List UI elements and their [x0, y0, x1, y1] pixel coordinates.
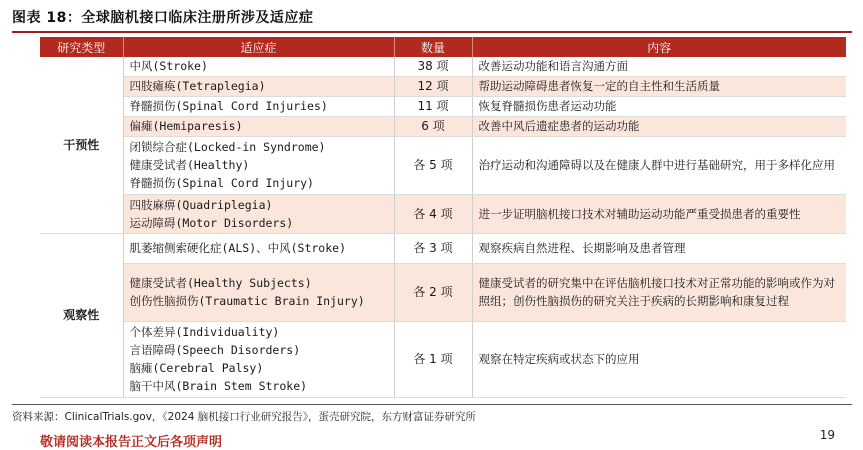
table-row [40, 263, 846, 321]
content-cell: 改善中风后遗症患者的运动功能 [472, 116, 846, 136]
indication-cell: 闭锁综合症(Locked-in Syndrome) 健康受试者(Healthy) 脊髓损伤(Spinal Cord Injury) [123, 136, 394, 194]
count-cell: 各 1 项 [394, 321, 472, 397]
category-intervention: 干预性 [40, 57, 123, 233]
header-indication: 适应症 [123, 37, 394, 57]
count-cell: 各 3 项 [394, 233, 472, 263]
content-cell: 治疗运动和沟通障碍以及在健康人群中进行基础研究，用于多样化应用 [472, 136, 846, 194]
table-row [40, 233, 846, 263]
indications-table [40, 37, 846, 398]
indication-cell: 脊髓损伤(Spinal Cord Injuries) [123, 96, 394, 116]
table-row [40, 136, 846, 194]
count-cell: 各 2 项 [394, 263, 472, 321]
content-cell: 进一步证明脑机接口技术对辅助运动功能严重受损患者的重要性 [472, 194, 846, 233]
header-study-type: 研究类型 [40, 37, 123, 57]
table-row [40, 321, 846, 397]
header-content: 内容 [472, 37, 846, 57]
table-row [40, 76, 846, 96]
indication-cell: 健康受试者(Healthy Subjects) 创伤性脑损伤(Traumatic Brain Injury) [123, 263, 394, 321]
indication-cell: 中风(Stroke) [123, 57, 394, 76]
content-cell: 观察在特定疾病或状态下的应用 [472, 321, 846, 397]
indication-cell: 肌萎缩侧索硬化症(ALS)、中风(Stroke) [123, 233, 394, 263]
category-observation: 观察性 [40, 233, 123, 397]
count-cell: 38 项 [394, 57, 472, 76]
page-number: 19 [819, 428, 835, 442]
content-cell: 观察疾病自然进程、长期影响及患者管理 [472, 233, 846, 263]
count-cell: 6 项 [394, 116, 472, 136]
indication-cell: 偏瘫(Hemiparesis) [123, 116, 394, 136]
indication-cell: 四肢麻痹(Quadriplegia) 运动障碍(Motor Disorders) [123, 194, 394, 233]
table-row [40, 57, 846, 76]
indication-cell: 个体差异(Individuality) 言语障碍(Speech Disorders) 脑瘫(Cerebral Palsy) 脑干中风(Brain Stem Stroke) [123, 321, 394, 397]
count-cell: 各 4 项 [394, 194, 472, 233]
count-cell: 各 5 项 [394, 136, 472, 194]
header-count: 数量 [394, 37, 472, 57]
source-divider [12, 404, 852, 405]
source-note: 资料来源：ClinicalTrials.gov，《2024 脑机接口行业研究报告》，蛋壳研究院，东方财富证券研究所 [12, 411, 476, 423]
content-cell: 改善运动功能和语言沟通方面 [472, 57, 846, 76]
figure-title: 图表 18：全球脑机接口临床注册所涉及适应症 [12, 10, 314, 26]
indication-cell: 四肢瘫痪(Tetraplegia) [123, 76, 394, 96]
table-row [40, 96, 846, 116]
content-cell: 健康受试者的研究集中在评估脑机接口技术对正常功能的影响或作为对照组；创伤性脑损伤的研究关注于疾病的长期影响和康复过程 [472, 263, 846, 321]
table-header-row [40, 37, 846, 57]
content-cell: 帮助运动障碍患者恢复一定的自主性和生活质量 [472, 76, 846, 96]
count-cell: 11 项 [394, 96, 472, 116]
disclaimer-link[interactable]: 敬请阅读本报告正文后各项声明 [40, 435, 223, 450]
title-divider [12, 31, 852, 33]
table-row [40, 116, 846, 136]
content-cell: 恢复脊髓损伤患者运动功能 [472, 96, 846, 116]
count-cell: 12 项 [394, 76, 472, 96]
table-row [40, 194, 846, 233]
